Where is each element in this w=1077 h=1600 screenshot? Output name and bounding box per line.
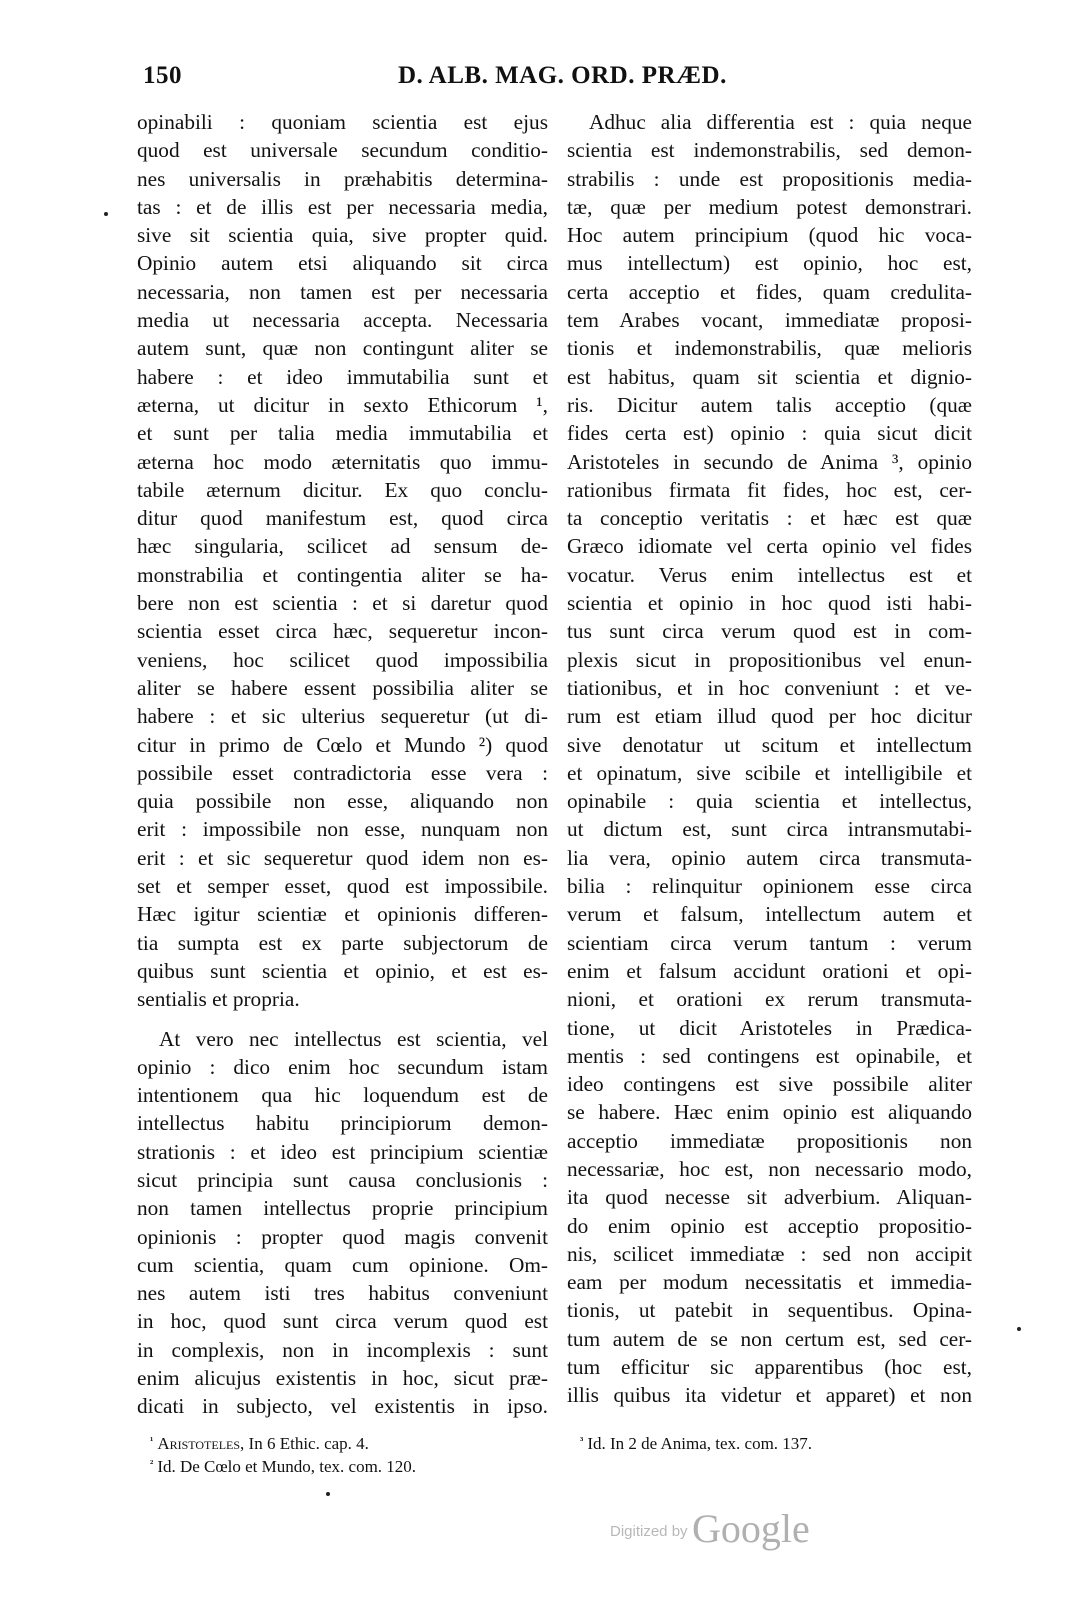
text-line: cum scientia, quam cum opinione. Om- [137,1252,548,1277]
text-line: quia possibile non esse, aliquando non [137,789,548,814]
text-line: nes autem isti tres habitus conveniunt [137,1281,548,1306]
text-line: sentialis et propria. [137,987,300,1012]
text-line: tionis et indemonstrabilis, quæ melioris [567,336,972,361]
text-line: Hoc autem principium (quod hic voca- [567,223,972,248]
text-line: Hæc igitur scientiæ et opinionis differen- [137,902,548,927]
text-line: habere : et ideo immutabilia sunt et [137,364,548,389]
text-line: sicut principia sunt causa conclusionis : [137,1167,548,1192]
digitized-watermark [610,1505,810,1552]
print-speck [104,212,108,216]
footnote-text: Id. De Cœlo et Mundo, tex. com. 120. [157,1457,417,1476]
text-line: lia vera, opinio autem circa transmuta- [567,845,972,870]
page-number: 150 [143,62,182,89]
text-line: erit : et sic sequeretur quod idem non es- [137,845,548,870]
footnote-marker: ² [150,1458,154,1470]
text-line: æterna, ut dicitur in sexto Ethicorum ¹, [137,392,548,417]
text-line: et opinatum, sive scibile et intelligibile et [567,760,972,785]
text-line: veniens, hoc scilicet quod impossibilia [137,647,548,672]
text-line: autem sunt, quæ non contingunt aliter se [137,336,548,361]
text-line: rationibus firmata fit fides, hoc est, cer- [567,477,972,502]
text-line: scientiam circa verum tantum : verum [567,930,972,955]
text-line: tus sunt circa verum quod est in com- [567,619,972,644]
text-line: mentis : sed contingens est opinabile, et [567,1043,972,1068]
text-line: ta conceptio veritatis : et hæc est quæ [567,506,972,531]
text-line: verum et falsum, intellectum autem et [567,902,972,927]
text-line: non tamen intellectus proprie principium [137,1196,548,1221]
footnote-3 [580,1430,812,1455]
text-line: tia sumpta est ex parte subjectorum de [137,930,548,955]
text-line: ita quod necesse sit adverbium. Aliquan- [567,1185,972,1210]
text-line: in hoc, quod sunt circa verum quod est [137,1309,548,1334]
text-line: opinionis : propter quod magis convenit [137,1224,548,1249]
text-line: tiationibus, et in hoc conveniunt : et ve- [567,675,972,700]
text-line: aliter se habere essent possibilia aliter se [137,675,548,700]
right-paragraph-1 [567,108,972,1410]
text-line: necessariæ, hoc est, non necessario modo, [567,1156,972,1181]
text-line: At vero nec intellectus est scientia, vel [159,1026,548,1051]
text-line: set et semper esset, quod est impossibile. [137,874,548,899]
text-line: strabilis : unde est propositionis media- [567,166,972,191]
text-line: do enim opinio est acceptio propositio- [567,1213,972,1238]
text-line: bilia : relinquitur opinionem esse circa [567,874,972,899]
text-line: tum efficitur sic apparentibus (hoc est, [567,1355,972,1380]
text-line: necessaria, non tamen est per necessaria [137,279,548,304]
text-line: se habere. Hæc enim opinio est aliquando [567,1100,972,1125]
text-line: æterna hoc modo æternitatis quo immu- [137,449,548,474]
footnote-marker: ¹ [150,1435,154,1447]
footnote-text: Id. In 2 de Anima, tex. com. 137. [587,1434,813,1453]
text-line: in complexis, non in incomplexis : sunt [137,1337,548,1362]
text-line: scientia et opinio in hoc quod isti habi- [567,591,972,616]
text-line: enim alicujus existentis in hoc, sicut præ- [137,1366,548,1391]
text-line: quod est universale secundum conditio- [137,138,548,163]
text-line: tæ, quæ per medium potest demonstrari. [567,194,972,219]
text-line: tum autem de se non certum est, sed cer- [567,1326,972,1351]
text-line: est habitus, quam sit scientia et dignio- [567,364,972,389]
text-line: citur in primo de Cœlo et Mundo ²) quod [137,732,548,757]
text-line: scientia est indemonstrabilis, sed demon- [567,138,972,163]
text-line: tabile æternum dicitur. Ex quo conclu- [137,477,548,502]
text-line: Adhuc alia differentia est : quia neque [589,110,972,134]
text-line: media ut necessaria accepta. Necessaria [137,308,548,333]
watermark-prefix: Digitized by [610,1523,688,1540]
text-line: habere : et sic ulterius sequeretur (ut di- [137,704,548,729]
text-line: rum est etiam illud quod per hoc dicitur [567,704,972,729]
text-line: enim et falsum accidunt orationi et opi- [567,958,972,983]
text-line: plexis sicut in propositionibus vel enun- [567,647,972,672]
text-line: opinabili : quoniam scientia est ejus [137,110,548,134]
left-paragraph-1 [137,108,548,1014]
text-line: ditur quod manifestum est, quod circa [137,506,548,531]
text-line: vocatur. Verus enim intellectus est et [567,562,972,587]
text-line: mus intellectum) est opinio, hoc est, [567,251,972,276]
running-head: D. ALB. MAG. ORD. PRÆD. [398,62,727,89]
text-line: Opinio autem etsi aliquando sit circa [137,251,548,276]
text-line: illis quibus ita videtur et apparet) et non [567,1383,972,1408]
text-line: possibile esset contradictoria esse vera : [137,760,548,785]
text-line: intentionem qua hic loquendum est de [137,1083,548,1108]
text-line: fides certa est) opinio : quia sicut dicit [567,421,972,446]
text-line: Græco idiomate vel certa opinio vel fides [567,534,972,559]
text-line: hæc singularia, scilicet ad sensum de- [137,534,548,559]
footnote-author: Aristoteles, [157,1434,245,1453]
print-speck [326,1492,330,1496]
text-line: sive denotatur ut scitum et intellectum [567,732,972,757]
text-line: tem Arabes vocant, immediatæ proposi- [567,308,972,333]
text-line: eam per modum necessitatis et immedia- [567,1270,972,1295]
right-column [567,108,972,1410]
footnote-text: In 6 Ethic. cap. 4. [248,1434,369,1453]
footnote-1 [150,1430,369,1455]
text-line: dicati in subjecto, vel existentis in ipso. [137,1394,548,1419]
text-line: nis, scilicet immediatæ : sed non accipit [567,1241,972,1266]
text-line: et sunt per talia media immutabilia et [137,421,548,446]
text-line: opinabile : quia scientia et intellectus, [567,789,972,814]
left-paragraph-2 [137,1025,548,1421]
text-line: tionis, ut patebit in sequentibus. Opina- [567,1298,972,1323]
footnote-2 [150,1453,416,1478]
text-line: nioni, et orationi ex rerum transmuta- [567,987,972,1012]
text-line: ris. Dicitur autem talis acceptio (quæ [567,392,972,417]
text-line: opinio : dico enim hoc secundum istam [137,1054,548,1079]
text-line: bere non est scientia : et si daretur quod [137,591,548,616]
google-logo: Google [692,1506,810,1551]
text-line: strationis : et ideo est principium scientiæ [137,1139,548,1164]
text-line: intellectus habitu principiorum demon- [137,1111,548,1136]
text-line: certa acceptio et fides, quam credulita- [567,279,972,304]
text-line: scientia esset circa hæc, sequeretur incon- [137,619,548,644]
text-line: tione, ut dicit Aristoteles in Prædica- [567,1015,972,1040]
text-line: monstrabilia et contingentia aliter se ha- [137,562,548,587]
text-line: nes universalis in præhabitis determina- [137,166,548,191]
text-line: tas : et de illis est per necessaria media, [137,194,548,219]
left-column [137,108,548,1421]
print-speck [1017,1327,1021,1331]
text-line: sive sit scientia quia, sive propter quid. [137,223,548,248]
text-line: erit : impossibile non esse, nunquam non [137,817,548,842]
text-line: quibus sunt scientia et opinio, et est es- [137,958,548,983]
text-line: ut dictum est, sunt circa intransmutabi- [567,817,972,842]
text-line: acceptio immediatæ propositionis non [567,1128,972,1153]
text-line: ideo contingens est sive possibile aliter [567,1072,972,1097]
text-line: Aristoteles in secundo de Anima ³, opinio [567,449,972,474]
footnote-marker: ³ [580,1435,584,1447]
